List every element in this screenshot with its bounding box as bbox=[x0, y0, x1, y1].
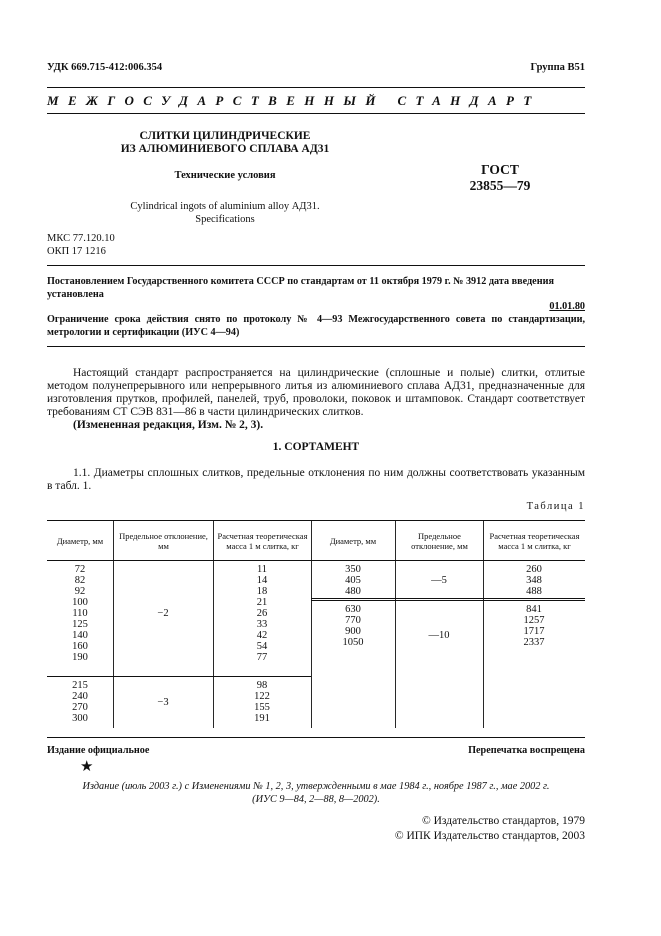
edition-note: (Измененная редакция, Изм. № 2, 3). bbox=[73, 419, 264, 431]
validity-limit-note: Ограничение срока действия снято по протоколу № 4—93 Межгосударственного совета по стандартизации, метрологии и сертификации (ИУС 4—94) bbox=[47, 314, 585, 338]
section-title: 1. СОРТАМЕНТ bbox=[272, 441, 360, 453]
okp-code: ОКП 17 1216 bbox=[47, 246, 106, 257]
edition-info-line-1: Издание (июль 2003 г.) с Изменениями № 1, 2, 3, утвержденными в мае 1984 г., ноябре 1987 г., мае 2002 г. bbox=[82, 781, 550, 792]
intro-paragraph: Настоящий стандарт распространяется на цилиндрические (сплошные и полые) слитки, отлитые методом полунепрерывного или непрерывного литья из алюминиевого сплава АД31, предназначенные для изготовления прутков, профилей, панелей, труб, проволоки, поковок и штамповок. Стандарт соответствует требованиям СТ СЭВ 831—86 в части цилиндрических слитков. bbox=[47, 367, 585, 418]
right-group-1-deviation: —5 bbox=[431, 575, 447, 586]
right-group-2-deviation: —10 bbox=[428, 630, 450, 641]
title-line-2: ИЗ АЛЮМИНИЕВОГО СПЛАВА АД31 bbox=[120, 143, 330, 155]
reprint-notice: Перепечатка воспрещена bbox=[468, 745, 585, 756]
document-subtitle: Технические условия bbox=[174, 170, 276, 181]
gost-block bbox=[430, 162, 570, 194]
mks-code: МКС 77.120.10 bbox=[47, 233, 115, 244]
left-group-2-masses: 98 122 155 191 bbox=[254, 680, 270, 724]
left-group-1-masses: 11 14 18 21 26 33 42 54 77 bbox=[256, 564, 268, 663]
decree-rule bbox=[47, 346, 585, 347]
header-deviation-left: Предельное отклонение, мм bbox=[119, 531, 208, 551]
top-rule bbox=[47, 87, 585, 88]
left-group-1-deviation: −2 bbox=[157, 608, 169, 619]
group-code: Группа В51 bbox=[530, 62, 585, 73]
left-group-1-diameters: 72 82 92 100 110 125 140 160 190 bbox=[72, 564, 88, 663]
header-deviation-right: Предельное отклонение, мм bbox=[411, 531, 468, 551]
codes-rule bbox=[47, 265, 585, 266]
banner-rule bbox=[47, 113, 585, 114]
header-diameter-right: Диаметр, мм bbox=[329, 536, 377, 546]
table-label: Таблица 1 bbox=[526, 501, 585, 512]
star-icon: ★ bbox=[80, 759, 94, 775]
right-group-1-diameters: 350 405 480 bbox=[345, 564, 361, 597]
right-group-2-masses: 841 1257 1717 2337 bbox=[523, 604, 545, 648]
left-group-2-diameters: 215 240 270 300 bbox=[72, 680, 88, 724]
footer-rule bbox=[47, 737, 585, 738]
edition-info-line-2: (ИУС 9—84, 2—88, 8—2002). bbox=[252, 794, 380, 805]
classification-codes bbox=[47, 232, 115, 258]
copyright-1979: © Издательство стандартов, 1979 bbox=[421, 815, 585, 827]
edition-info bbox=[47, 780, 585, 806]
udk-code: УДК 669.715-412:006.354 bbox=[47, 62, 163, 73]
title-line-1: СЛИТКИ ЦИЛИНДРИЧЕСКИЕ bbox=[139, 130, 311, 142]
copyright-2003: © ИПК Издательство стандартов, 2003 bbox=[394, 830, 585, 842]
official-edition: Издание официальное bbox=[47, 745, 150, 756]
english-title-line-1: Cylindrical ingots of aluminium alloy АД31. bbox=[130, 201, 320, 212]
introduction-date: 01.01.80 bbox=[549, 301, 585, 312]
document-title bbox=[100, 130, 350, 156]
header-mass-right: Расчетная теоретическая масса 1 м слитка, кг bbox=[489, 531, 580, 551]
header-mass-left: Расчетная теоретическая масса 1 м слитка, кг bbox=[217, 531, 308, 551]
english-title bbox=[100, 200, 350, 226]
english-title-line-2: Specifications bbox=[195, 214, 255, 225]
standard-banner: МЕЖГОСУДАРСТВЕННЫЙ СТАНДАРТ bbox=[47, 93, 541, 108]
right-group-1-masses: 260 348 488 bbox=[526, 564, 542, 597]
left-group-2-deviation: −3 bbox=[157, 697, 169, 708]
header-diameter-left: Диаметр, мм bbox=[56, 536, 104, 546]
decree-text: Постановлением Государственного комитета СССР по стандартам от 11 октября 1979 г. № 3912 дата введения установлена bbox=[47, 276, 554, 300]
table-1 bbox=[47, 520, 585, 728]
gost-label: ГОСТ bbox=[481, 162, 519, 177]
right-group-2-diameters: 630 770 900 1050 bbox=[342, 604, 364, 648]
paragraph-1-1: 1.1. Диаметры сплошных слитков, предельные отклонения по ним должны соответствовать указанным в табл. 1. bbox=[47, 467, 585, 492]
gost-number: 23855—79 bbox=[469, 178, 531, 193]
